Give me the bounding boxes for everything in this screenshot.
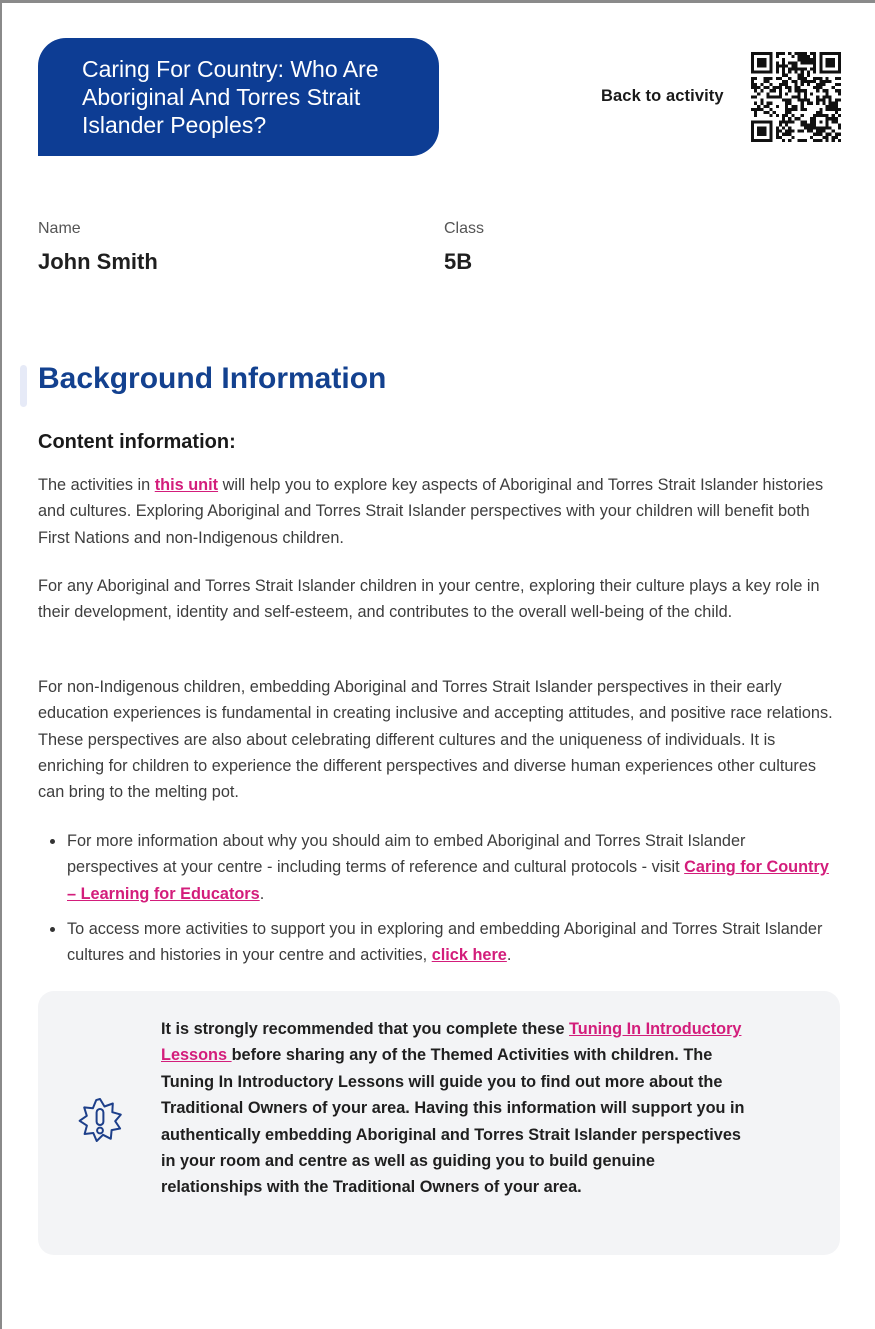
paragraph-text: The activities in (38, 476, 155, 494)
bullet-dot (50, 839, 55, 844)
caring-for-country-link[interactable]: Caring for Country – Learning for Educators (67, 858, 829, 903)
bullet-dot (50, 927, 55, 932)
list-item-text: For more information about why you should aim to embed Aboriginal and Torres Strait Islander perspectives at your centre - including terms of reference and cultural protocols - visit (67, 832, 746, 877)
paragraph-aboriginal-children: For any Aboriginal and Torres Strait Islander children in your centre, exploring their culture plays a key role in their development, identity and self-esteem, and contributes to the overall well-being of the child. (38, 577, 820, 622)
tuning-in-lessons-link[interactable]: Tuning In Introductory Lessons (161, 1020, 742, 1065)
this-unit-link[interactable]: this unit (154, 476, 219, 494)
content-subtitle: Content information: (38, 431, 236, 453)
list-item-text: . (506, 946, 512, 965)
paragraph-text: will help you to explore key aspects of Aboriginal and Torres Strait Islander histories and cultures. Exploring Aboriginal and Torres Strait Islander perspectives with your children will benefit both First Nations and non-Indigenous children. (38, 476, 824, 547)
name-label: Name (38, 220, 81, 237)
alert-badge-icon (76, 1096, 124, 1144)
class-value: 5B (444, 249, 473, 274)
list-item (38, 828, 838, 907)
section-marker (20, 365, 27, 407)
title-banner (38, 38, 439, 156)
callout-text-part: before sharing any of the Themed Activities with children. The Tuning In Introductory Lessons will guide you to find out more about the Traditional Owners of your area. Having this information will support you in authentically embedding Aboriginal and Torres Strait Islander perspectives in your room and centre as well as guiding you to build genuine relationships with the Traditional Owners of your area. (161, 1046, 745, 1197)
click-here-link[interactable]: click here (431, 946, 507, 965)
list-item-text: . (259, 884, 265, 903)
class-label: Class (444, 220, 485, 237)
list-item (38, 916, 838, 969)
back-to-activity-link[interactable]: Back to activity (601, 87, 724, 105)
name-value: John Smith (38, 249, 158, 274)
qr-code-icon[interactable] (751, 52, 841, 142)
callout-text-part: It is strongly recommended that you complete these (161, 1020, 570, 1038)
paragraph-non-indigenous-children: For non-Indigenous children, embedding Aboriginal and Torres Strait Islander perspectives in their early education experiences is fundamental in creating inclusive and accepting attitudes, and positive race relations. These perspectives are also about celebrating different cultures and the uniqueness of individuals. It is enriching for children to experience the different perspectives and diverse human experiences other cultures can bring to the melting pot. (38, 678, 833, 802)
paragraph-intro (38, 472, 838, 551)
resource-list (38, 828, 838, 977)
section-title: Background Information (38, 362, 387, 395)
list-item-text: To access more activities to support you in exploring and embedding Aboriginal and Torres Strait Islander cultures and histories in your centre and activities, (67, 919, 823, 965)
callout-text (161, 1016, 759, 1201)
page-title: Caring For Country: Who Are Aboriginal And Torres Strait Islander Peoples? (82, 56, 379, 138)
